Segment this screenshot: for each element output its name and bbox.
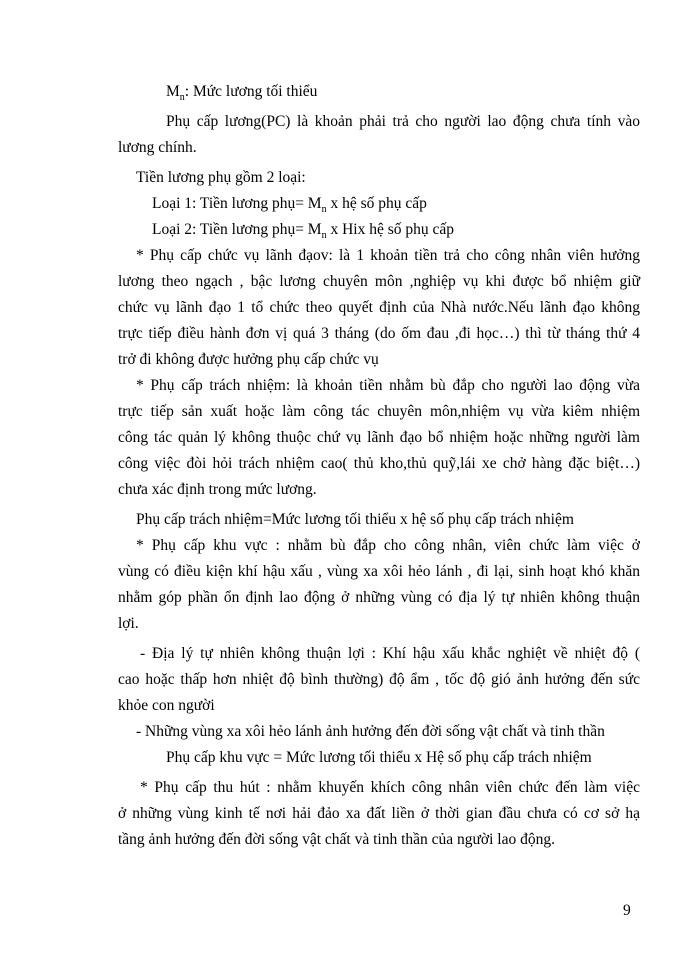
mn-definition: $M_n$: Mức lương tối thiểu: [166, 83, 318, 104]
remote-areas-item: - Những vùng xa xôi hẻo lánh ảnh hưởng đến đời sống vật chất và tinh thần: [136, 723, 605, 740]
leadership-allowance-paragraph: * Phụ cấp chức vụ lãnh đạov: là 1 khoản tiền trả cho công nhân viên hưởng lương theo ngạch , bậc lương chuyên môn ,nghiệp vụ khi được bổ nhiệm giữ chức vụ lãnh đạo 1 tổ chức theo quyết định của Nhà nước.Nếu lãnh đạo không trực tiếp điều hành đơn vị quá 3 tháng (do ốm đau ,đi học…) thì từ tháng thứ 4 trở đi không được hưởng phụ cấp chức vụ: [118, 247, 640, 368]
page-number: 9: [623, 902, 631, 919]
type-2-formula: Loại 2: Tiền lương phụ= $M_n$ x Hix hệ số phụ cấp: [152, 221, 455, 242]
regional-allowance-paragraph: * Phụ cấp khu vực : nhằm bù đắp cho công nhân, viên chức làm việc ở vùng có điều kiện khí hậu xấu , vùng xa xôi hẻo lánh , đi lại, sinh hoạt khó khăn nhằm góp phần ổn định lao động ở những vùng có địa lý tự nhiên không thuận lợi.: [118, 537, 640, 632]
attraction-allowance-paragraph: * Phụ cấp thu hút : nhằm khuyến khích công nhân viên chức đến làm việc ở những vùng kinh tế nơi hải đảo xa đất liền ở thời gian đầu chưa có cơ sở hạ tầng ảnh hưởng đến đời sống vật chất và tinh thần của người lao động.: [118, 779, 640, 848]
responsibility-formula: Phụ cấp trách nhiệm=Mức lương tối thiểu x hệ số phụ cấp trách nhiệm: [136, 511, 574, 528]
responsibility-allowance-paragraph: * Phụ cấp trách nhiệm: là khoản tiền nhằm bù đắp cho người lao động vừa trực tiếp sản xuất hoặc làm công tác chuyên môn,nhiệm vụ vừa kiêm nhiệm công tác quản lý không thuộc chứ vụ lãnh đạo bổ nhiệm hoặc những người làm công việc đòi hỏi trách nhiệm cao( thủ kho,thủ quỹ,lái xe chở hàng đặc biệt…) chưa xác định trong mức lương.: [118, 377, 640, 498]
regional-formula: Phụ cấp khu vực = Mức lương tối thiểu x Hệ số phụ cấp trách nhiệm: [166, 749, 592, 766]
unfavorable-geography-item: - Địa lý tự nhiên không thuận lợi : Khí hậu xấu khắc nghiệt về nhiệt độ ( cao hoặc thấp hơn nhiệt độ bình thường) độ ẩm , tốc độ gió ảnh hưởng đến sức khỏe con người: [118, 645, 640, 714]
page-content: [118, 79, 640, 853]
type-1-formula: Loại 1: Tiền lương phụ= $M_n$ x hệ số phụ cấp: [152, 195, 427, 216]
types-heading: Tiền lương phụ gồm 2 loại:: [136, 169, 306, 186]
pc-definition: Phụ cấp lương(PC) là khoản phải trả cho người lao động chưa tính vào lương chính.: [118, 113, 640, 156]
